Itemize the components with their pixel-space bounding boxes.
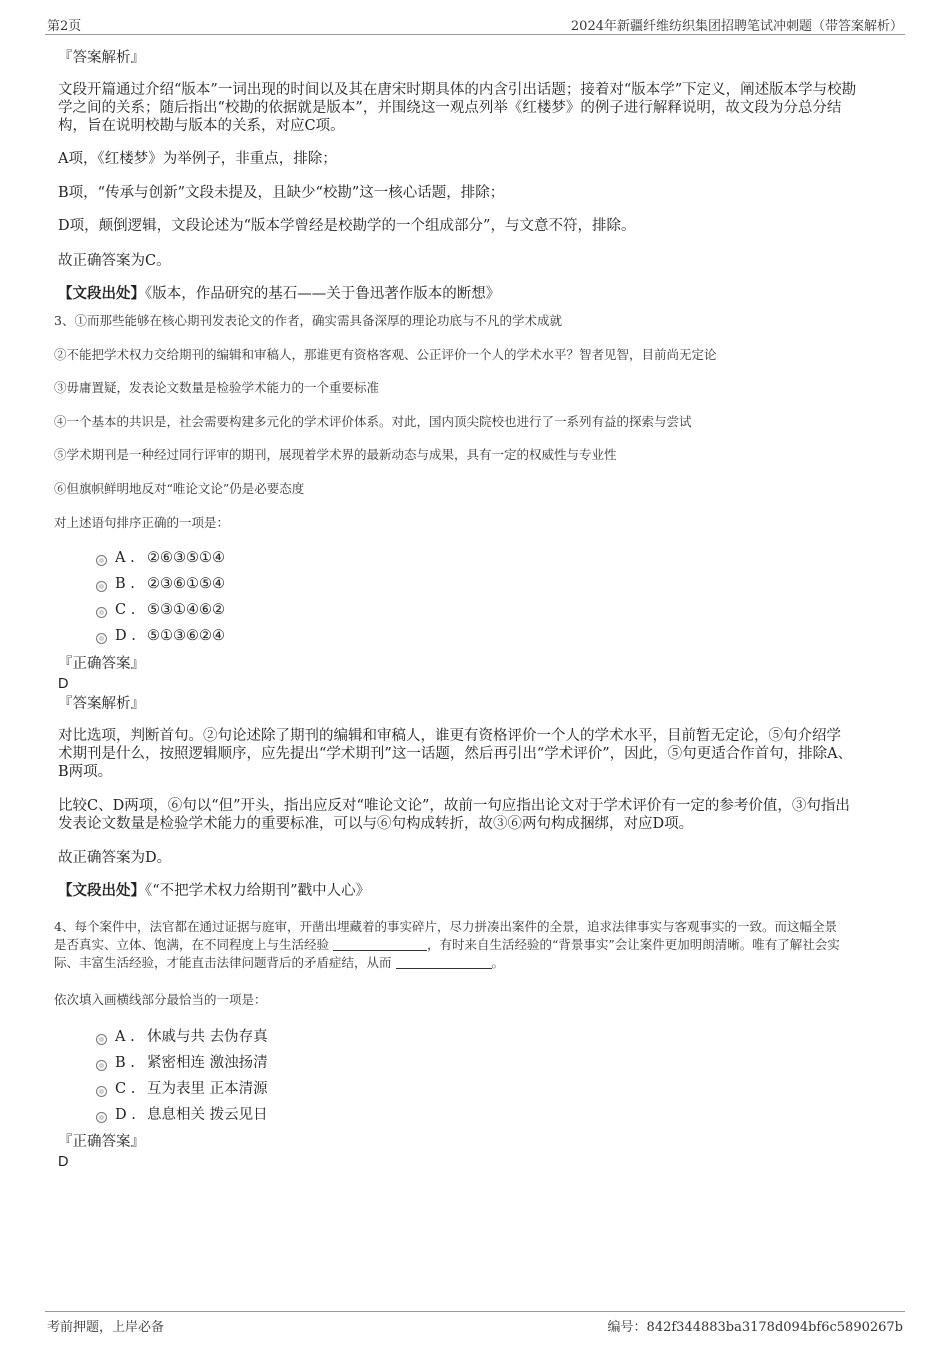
analysis-paragraph (58, 81, 888, 135)
footer-slogan: 考前押题，上岸必备 (47, 1320, 165, 1335)
radio-icon[interactable] (96, 607, 107, 618)
q4-option-c[interactable] (96, 1079, 268, 1099)
q4-option-b[interactable] (96, 1053, 268, 1073)
q3-source (58, 882, 888, 900)
q4-answer: D (58, 1154, 69, 1170)
q3-analysis-paragraph-1 (58, 727, 888, 781)
q3-conclusion: 故正确答案为D。 (58, 850, 172, 866)
radio-icon[interactable] (96, 633, 107, 644)
q3-sentence-4: ④一个基本的共识是，社会需要构建多元化的学术评价体系。对此，国内顶尖院校也进行了一系列有益的探索与尝试 (54, 414, 692, 429)
q4-stem (54, 918, 899, 972)
option-key: D . (115, 1107, 136, 1123)
text-line: 构，旨在说明校勘与版本的关系，对应C项。 (58, 118, 345, 134)
analysis-option-d: D项，颠倒逻辑，文段论述为“版本学曾经是校勘学的一个组成部分”，与文意不符，排除。 (58, 218, 636, 234)
radio-icon[interactable] (96, 1112, 107, 1123)
q4-option-a[interactable] (96, 1027, 268, 1047)
source-text: 《“不把学术权力给期刊”戳中人心》 (145, 883, 371, 899)
blank-2[interactable] (396, 956, 492, 969)
q4-option-d[interactable] (96, 1105, 268, 1125)
option-text: 紧密相连 激浊扬清 (147, 1055, 268, 1071)
text-part: 际、丰富生活经验，才能直击法律问题背后的矛盾症结，从而 (54, 955, 392, 970)
option-key: A . (115, 550, 135, 566)
q3-sentence-6: ⑥但旗帜鲜明地反对“唯论文论”仍是必要态度 (54, 481, 305, 496)
blank-1[interactable] (333, 938, 427, 951)
option-text: ②③⑥①⑤④ (147, 576, 225, 592)
text-part: 。 (491, 955, 505, 970)
q3-sentence-5: ⑤学术期刊是一种经过同行评审的期刊，展现着学术界的最新动态与成果，具有一定的权威性与专业性 (54, 447, 617, 462)
q3-analysis-paragraph-2 (58, 797, 888, 833)
q3-answer-label: 『正确答案』 (58, 656, 145, 672)
option-text: 息息相关 拨云见日 (147, 1107, 268, 1123)
option-text: ⑤①③⑥②④ (147, 628, 225, 644)
q3-sentence-3: ③毋庸置疑，发表论文数量是检验学术能力的一个重要标准 (54, 380, 380, 395)
source-label: 【文段出处】 (58, 285, 145, 302)
text-line: 比较C、D两项，⑥句以“但”开头，指出应反对“唯论文论”，故前一句应指出论文对于学术评价有一定的参考价值，③句指出 (58, 798, 850, 814)
source-label: 【文段出处】 (58, 882, 145, 899)
text-part: 是否真实、立体、饱满，在不同程度上与生活经验 (54, 937, 330, 952)
q3-option-a[interactable] (96, 548, 225, 568)
text-line: 术期刊是什么，按照逻辑顺序，应先提出“学术期刊”这一话题，然后再引出“学术评价”，因此，⑤句更适合作首句，排除A、 (58, 746, 853, 762)
q4-prompt: 依次填入画横线部分最恰当的一项是： (54, 992, 267, 1007)
text-line: B两项。 (58, 764, 113, 780)
radio-icon[interactable] (96, 1034, 107, 1045)
text-line: 4、每个案件中，法官都在通过证据与庭审，开凿出埋藏着的事实碎片，尽力拼凑出案件的全景，追求法律事实与客观事实的一致。而这幅全景 (54, 919, 837, 934)
option-key: D . (115, 628, 136, 644)
page-header (45, 12, 905, 35)
radio-icon[interactable] (96, 1060, 107, 1071)
radio-icon[interactable] (96, 555, 107, 566)
q3-option-c[interactable] (96, 600, 225, 620)
option-key: C . (115, 602, 136, 618)
conclusion: 故正确答案为C。 (58, 253, 171, 269)
page-footer (45, 1311, 905, 1336)
source-text: 《版本，作品研究的基石——关于鲁迅著作版本的断想》 (145, 286, 501, 302)
option-text: 休戚与共 去伪存真 (147, 1029, 268, 1045)
document-title: 2024年新疆纤维纺织集团招聘笔试冲刺题（带答案解析） (570, 19, 903, 34)
q3-sentence-1: 3、①而那些能够在核心期刊发表论文的作者，确实需具备深厚的理论功底与不凡的学术成就 (54, 313, 562, 328)
q3-sentence-2: ②不能把学术权力交给期刊的编辑和审稿人，那谁更有资格客观、公正评价一个人的学术水平？智者见智，目前尚无定论 (54, 347, 717, 362)
text-line (54, 936, 899, 954)
q3-analysis-label: 『答案解析』 (58, 696, 145, 712)
option-text: 互为表里 正本清源 (147, 1081, 268, 1097)
analysis-option-a: A项，《红楼梦》为举例子，非重点，排除； (58, 151, 337, 167)
q4-answer-label: 『正确答案』 (58, 1134, 145, 1150)
analysis-option-b: B项，“传承与创新”文段未提及，且缺少“校勘”这一核心话题，排除； (58, 185, 505, 201)
analysis-label: 『答案解析』 (58, 50, 145, 66)
q3-answer: D (58, 676, 69, 692)
document-id: 编号：842f344883ba3178d094bf6c5890267b (607, 1320, 903, 1335)
radio-icon[interactable] (96, 1086, 107, 1097)
text-line: 对比选项，判断首句。②句论述除了期刊的编辑和审稿人，谁更有资格评价一个人的学术水平，目前暂无定论，⑤句介绍学 (58, 728, 841, 744)
text-line: 发表论文数量是检验学术能力的重要标准，可以与⑥句构成转折，故③⑥两句构成捆绑，对应D项。 (58, 816, 694, 832)
option-text: ②⑥③⑤①④ (147, 550, 225, 566)
source (58, 285, 888, 303)
option-text: ⑤③①④⑥② (147, 602, 225, 618)
text-line (54, 954, 899, 972)
text-line: 文段开篇通过介绍“版本”一词出现的时间以及其在唐宋时期具体的内含引出话题；接着对“版本学”下定义，阐述版本学与校勘 (58, 82, 857, 98)
radio-icon[interactable] (96, 581, 107, 592)
option-key: B . (115, 1055, 135, 1071)
q3-option-b[interactable] (96, 574, 225, 594)
q3-option-d[interactable] (96, 626, 225, 646)
text-part: ，有时来自生活经验的“背景事实”会让案件更加明朗清晰。唯有了解社会实 (427, 937, 840, 952)
option-key: B . (115, 576, 135, 592)
page-number: 第2页 (47, 19, 82, 34)
option-key: A . (115, 1029, 135, 1045)
q3-prompt: 对上述语句排序正确的一项是： (54, 515, 230, 530)
text-line: 学之间的关系；随后指出“校勘的依据就是版本”，并围绕这一观点列举《红楼梦》的例子进行解释说明，故文段为分总分结 (58, 100, 842, 116)
option-key: C . (115, 1081, 136, 1097)
